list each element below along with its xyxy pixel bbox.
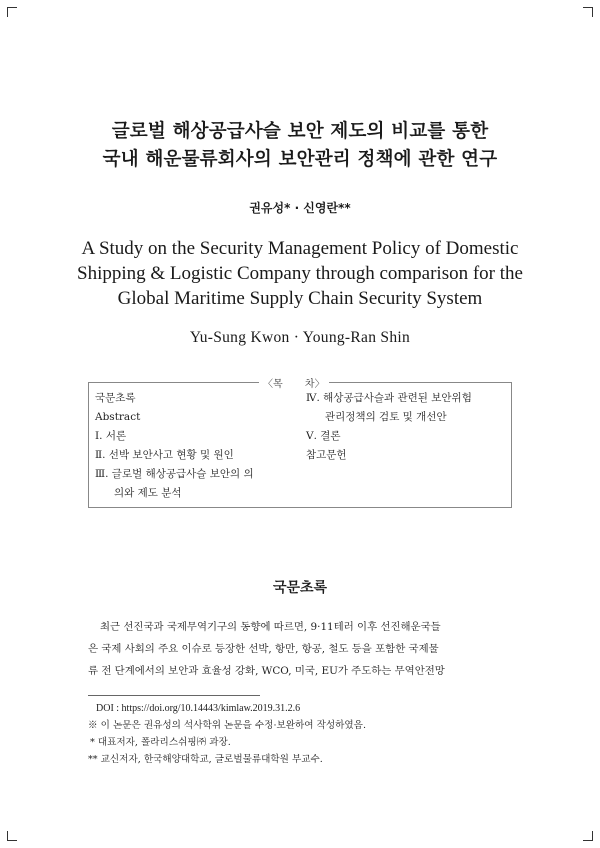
toc-item-label: Ⅳ. 해상공급사슬과 관련된 보안위험 <box>306 392 472 404</box>
english-authors: Yu-Sung Kwon · Young-Ran Shin <box>189 329 411 346</box>
korean-authors: 권유성* · 신영란** <box>249 201 351 215</box>
toc-item[interactable] <box>95 465 295 503</box>
table-of-contents <box>88 379 512 508</box>
english-title <box>40 236 560 311</box>
footnotes <box>88 700 512 768</box>
toc-item[interactable] <box>306 389 506 427</box>
toc-left-column <box>95 389 295 503</box>
footnote-thesis-note: ※ 이 논문은 권유성의 석사학위 논문을 수정·보완하여 작성하였음. <box>88 720 366 731</box>
toc-item[interactable]: 국문초록 <box>95 392 136 404</box>
footnote-lead-author: * 대표저자, 폴라리스쉬핑㈜ 과장. <box>90 737 231 748</box>
toc-item[interactable]: Ⅱ. 선박 보안사고 현황 및 원인 <box>95 449 234 461</box>
crop-mark-bottom-right <box>583 831 593 841</box>
footnote-divider <box>88 695 260 696</box>
toc-item-label: Ⅲ. 글로벌 해상공급사슬 보안의 의 <box>95 468 254 480</box>
crop-mark-top-left <box>7 7 17 17</box>
toc-item[interactable]: Abstract <box>95 411 141 423</box>
toc-item[interactable]: Ⅰ. 서론 <box>95 430 127 442</box>
abstract-body <box>88 616 512 682</box>
crop-mark-bottom-left <box>7 831 17 841</box>
toc-item-continuation: 의와 제도 분석 <box>114 487 182 499</box>
abstract-heading: 국문초록 <box>272 580 328 596</box>
abstract-line: 류 전 단계에서의 보안과 효율성 강화, WCO, 미국, EU가 주도하는 무역안전망 <box>88 665 445 677</box>
toc-right-column <box>306 389 506 465</box>
abstract-line: 최근 선진국과 국제무역기구의 동향에 따르면, 9·11테러 이후 선진해운국들 <box>100 621 441 633</box>
toc-heading: 〈목 차〉 <box>259 375 329 390</box>
korean-title <box>40 118 560 174</box>
crop-mark-top-right <box>583 7 593 17</box>
footnote-corresponding-author: ** 교신저자, 한국해양대학교, 글로벌물류대학원 부교수. <box>88 754 323 765</box>
english-title-line-1: A Study on the Security Management Policy of Domestic <box>81 238 519 259</box>
korean-title-line-2: 국내 해운물류회사의 보안관리 정책에 관한 연구 <box>102 149 498 170</box>
english-title-line-2: Shipping & Logistic Company through comparison for the <box>77 263 523 284</box>
toc-item-continuation: 관리정책의 검토 및 개선안 <box>325 411 447 423</box>
english-title-line-3: Global Maritime Supply Chain Security System <box>117 288 483 309</box>
abstract-line: 은 국제 사회의 주요 이슈로 등장한 선박, 항만, 항공, 철도 등을 포함한 국제물 <box>88 643 439 655</box>
doi-link[interactable]: DOI : https://doi.org/10.14443/kimlaw.2019.31.2.6 <box>96 703 301 714</box>
toc-item[interactable]: Ⅴ. 결론 <box>306 430 341 442</box>
toc-item[interactable]: 참고문헌 <box>306 449 347 461</box>
korean-title-line-1: 글로벌 해상공급사슬 보안 제도의 비교를 통한 <box>111 121 489 142</box>
